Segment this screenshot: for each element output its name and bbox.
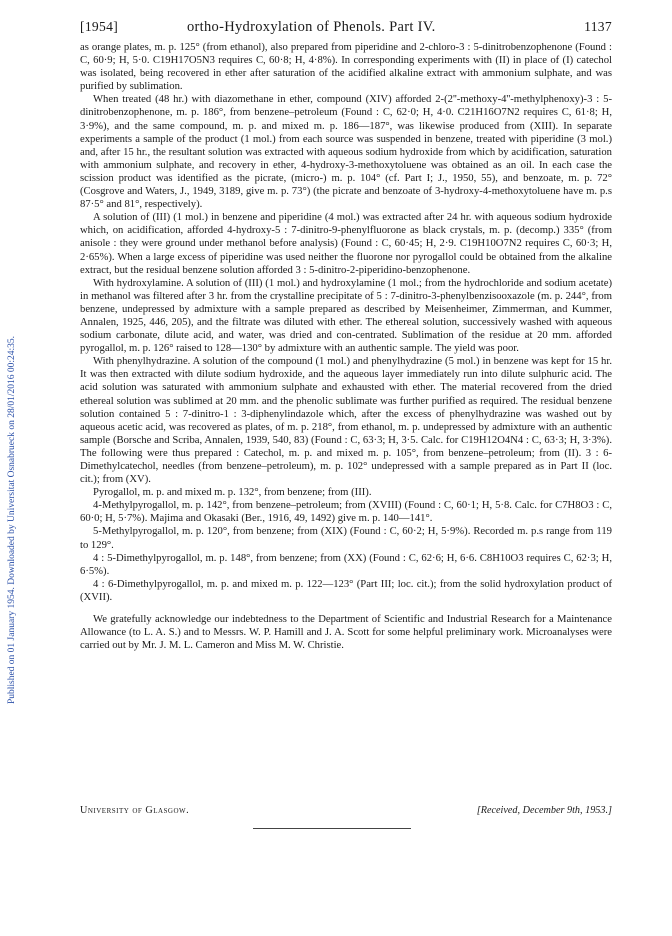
paragraph: as orange plates, m. p. 125° (from ethanol), also prepared from piperidine and 2-chloro-3 : 5-dinitrobenzophenone (Found : C, 60·9; H, 5·0. C19H17O5N3 requires C, 60·8; H, 4·8%). In corresponding experiments with (II) in place of (I) catechol was isolated, being recovered in ether after saturation of the acidified alkaline extract with ammonium sulphate, and was purified by sublimation. — [80, 42, 612, 93]
paragraph: 5-Methylpyrogallol, m. p. 120°, from benzene; from (XIX) (Found : C, 60·2; H, 5·9%). Recorded m. p.s range from 119 to 129°. — [80, 526, 612, 551]
acknowledgement: We gratefully acknowledge our indebtedness to the Department of Scientific and Industrial Research for a Maintenance Allowance (to L. A. S.) and to Messrs. W. P. Hamill and J. A. Scott for some helpful preliminary work. Microanalyses were carried out by Mr. J. M. L. Cameron and Miss M. W. Christie. — [80, 614, 612, 652]
paragraph: When treated (48 hr.) with diazomethane in ether, compound (XIV) afforded 2-(2''-methoxy-4''-methylphenoxy)-3 : 5-dinitrobenzophenone, m. p. 186°, from benzene–petroleum (Found : C, 62·0; H, 4·0. C21H16O7N2 requires C, 61·8; H, 3·9%), and the same compound, m. p. and mixed m. p. 186—187°, was likewise produced from (XIII). In separate experiments a sample of the product (1 mol.) from each source was suspended in benzene, treated with piperidine (3 mol.) and, after 15 hr., the resultant solution was extracted with aqueous sodium hydroxide from which by acidification, saturation with ammonium sulphate, and recovery in ether, 4-hydroxy-3-methoxytoluene was obtained as an oil. In each case the scission product was identified as the picrate, (micro-) m. p. 104° (cf. Part I; J., 1950, 55), and benzoate, m. p. 72° (Cosgrove and Waters, J., 1949, 3189, give m. p. 73°) (the picrate and benzoate of 3-hydroxy-4-methoxytoluene have m. p.s 87·5° and 81°, respectively). — [80, 94, 612, 211]
received-date: [Received, December 9th, 1953.] — [476, 805, 612, 816]
paragraph: A solution of (III) (1 mol.) in benzene and piperidine (4 mol.) was extracted after 24 hr. with aqueous sodium hydroxide which, on acidification, afforded 4-hydroxy-5 : 7-dinitro-9-phenylfluorone as black crystals, m. p. (decomp.) 335° (from anisole : they were ground under methanol before analysis) (Found : C, 60·45; H, 2·9. C19H10O7N2 requires C, 60·3; H, 2·65%). When a large excess of piperidine was used neither the fluorone nor pyrogallol could be obtained from the alkaline extract, but the residual benzene solution afforded 3 : 5-dinitro-2-piperidino-benzophenone. — [80, 212, 612, 276]
paragraph: With hydroxylamine. A solution of (III) (1 mol.) and hydroxylamine (1 mol.; from the hydrochloride and sodium acetate) in methanol was filtered after 3 hr. from the crystalline precipitate of 5 : 7-dinitro-3-phenylbenzisooxazole (m. p. 244°, from benzene, undepressed by admixture with a sample prepared as described by Meisenheimer, Zimmerman, and Kummer, Annalen, 1925, 446, 205), and the filtrate was diluted with ether. The ethereal solution, successively washed with aqueous sodium carbonate, dilute acid, and water, was dried and con-centrated. Sublimation of the residue at 20 mm. afforded pyrogallol, m. p. 126° raised to 128—130° by admixture with an authentic sample. The yield was poor. — [80, 277, 612, 355]
running-header — [80, 19, 612, 37]
paragraph: With phenylhydrazine. A solution of the compound (1 mol.) and phenylhydrazine (5 mol.) in benzene was kept for 15 hr. It was then extracted with dilute sodium hydroxide, and the aqueous layer immediately run into dilute sulphuric acid. The acid solution was saturated with ammonium sulphate and exhausted with ether. The material recovered from the dried ethereal solution was sublimed at 20 mm. and the phenolic sublimate was further purified as required. The residual benzene solution contained 5 : 7-dinitro-1 : 3-diphenylindazole which, after the excess of phenylhydrazine was washed out by aqueous acetic acid, was recovered as plates, of m. p. 218°, from ethanol, m. p. undepressed by admixture with an authentic sample (Borsche and Scriba, Annalen, 1939, 540, 83) (Found : C, 63·3; H, 3·5. Calc. for C19H12O4N4 : C, 63·3; H, 3·3%). The following were thus prepared : Catechol, m. p. and mixed m. p. 105°, from benzene–petroleum; from (II). 3 : 6-Dimethylcatechol, needles (from benzene–petroleum), m. p. 102° undepressed with a sample prepared as in Part II (loc. cit.); from (XV). — [80, 356, 612, 486]
publication-sidebar — [6, 160, 18, 880]
publication-note: Published on 01 January 1954. Downloaded by Universitat Osnabrueck on 28/01/2016 00:24:35. — [7, 335, 17, 705]
paragraph: 4 : 5-Dimethylpyrogallol, m. p. 148°, from benzene; from (XX) (Found : C, 62·6; H, 6·6. C8H10O3 requires C, 62·3; H, 6·5%). — [80, 552, 612, 577]
paragraph: 4 : 6-Dimethylpyrogallol, m. p. and mixed m. p. 122—123° (Part III; loc. cit.); from the solid hydroxylation product of (XVII). — [80, 578, 612, 603]
header-year: [1954] — [80, 19, 119, 34]
end-rule — [253, 828, 411, 829]
page-number: 1137 — [584, 19, 612, 34]
affiliation: University of Glasgow. — [80, 805, 190, 816]
header-title: ortho-Hydroxylation of Phenols. Part IV. — [187, 19, 436, 35]
paragraph: Pyrogallol, m. p. and mixed m. p. 132°, from benzene; from (III). — [93, 487, 372, 499]
paragraph: 4-Methylpyrogallol, m. p. 142°, from benzene–petroleum; from (XVIII) (Found : C, 60·1; H, 5·8. Calc. for C7H8O3 : C, 60·0; H, 5·7%). Majima and Okasaki (Ber., 1916, 49, 1492) give m. p. 140—141°. — [80, 500, 612, 525]
article-body — [80, 41, 612, 652]
